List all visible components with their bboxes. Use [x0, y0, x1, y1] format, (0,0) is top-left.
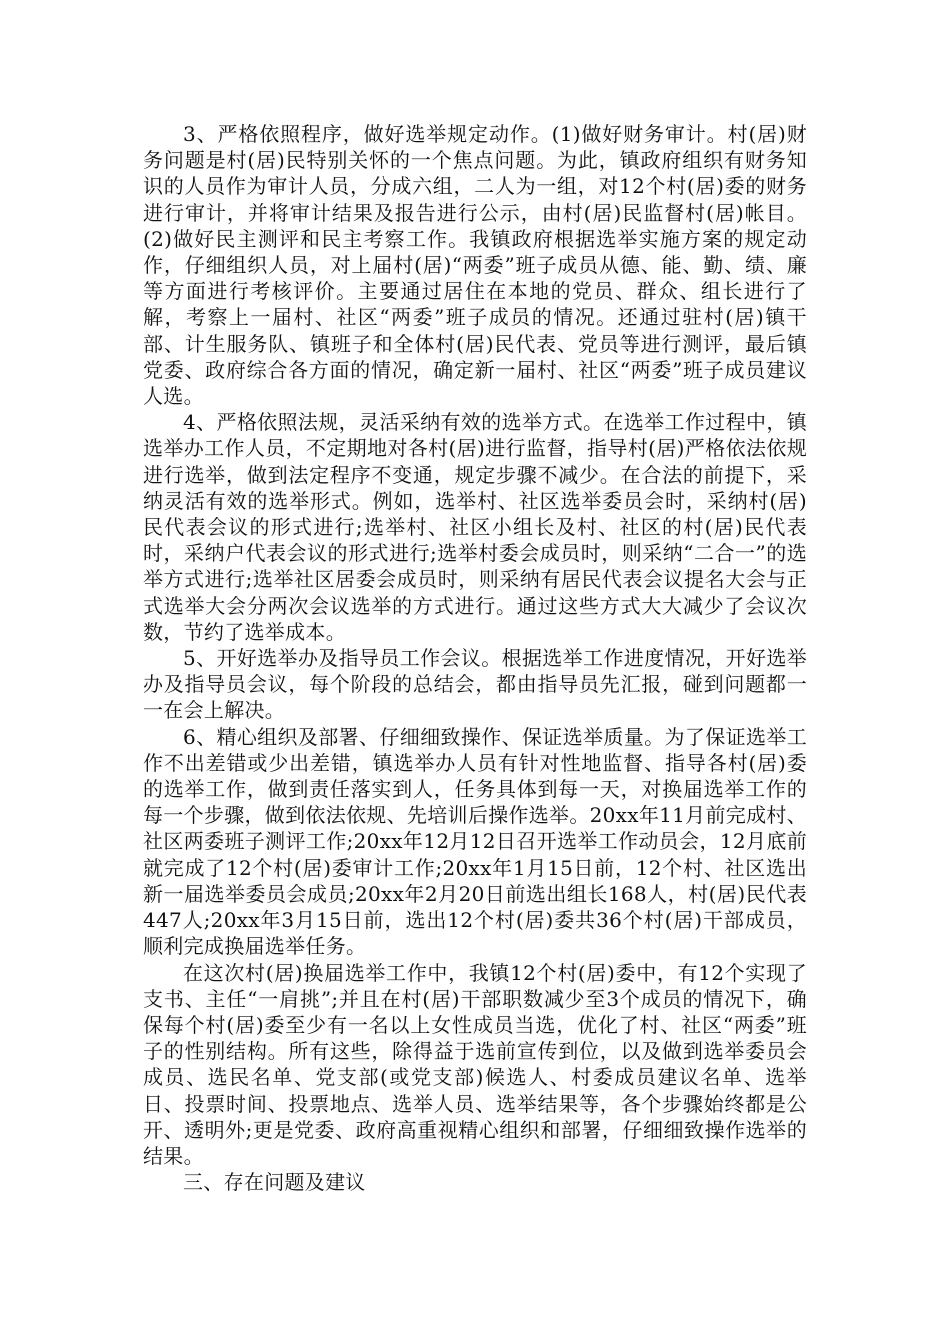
paragraph-meetings: 5、开好选举办及指导员工作会议。根据选举工作进度情况，开好选举办及指导员会议，每个阶段的总结会，都由指导员先汇报，碰到问题都一一在会上解决。 [143, 646, 807, 723]
paragraph-election-methods: 4、严格依照法规，灵活采纳有效的选举方式。在选举工作过程中，镇选举办工作人员，不定期地对各村(居)进行监督，指导村(居)严格依法依规进行选举，做到法定程序不变通，规定步骤不减少。在合法的前提下，采纳灵活有效的选举形式。例如，选举村、社区选举委员会时，采纳村(居)民代表会议的形式进行;选举村、社区小组长及村、社区的村(居)民代表时，采纳户代表会议的形式进行;选举村委会成员时，则采纳“二合一”的选举方式进行;选举社区居委会成员时，则采纳有居民代表会议提名大会与正式选举大会分两次会议选举的方式进行。通过这些方式大大减少了会议次数，节约了选举成本。 [143, 410, 807, 644]
paragraph-procedure: 3、严格依照程序，做好选举规定动作。(1)做好财务审计。村(居)财务问题是村(居)民特别关怀的一个焦点问题。为此，镇政府组织有财务知识的人员作为审计人员，分成六组，二人为一组，对12个村(居)委的财务进行审计，并将审计结果及报告进行公示，由村(居)民监督村(居)帐目。(2)做好民主测评和民主考察工作。我镇政府根据选举实施方案的规定动作，仔细组织人员，对上届村(居)“两委”班子成员从德、能、勤、绩、廉等方面进行考核评价。主要通过居住在本地的党员、群众、组长进行了解，考察上一届村、社区“两委”班子成员的情况。还通过驻村(居)镇干部、计生服务队、镇班子和全体村(居)民代表、党员等进行测评，最后镇党委、政府综合各方面的情况，确定新一届村、社区“两委”班子成员建议人选。 [143, 122, 807, 409]
paragraph-summary: 在这次村(居)换届选举工作中，我镇12个村(居)委中，有12个实现了支书、主任“一肩挑”;并且在村(居)干部职数减少至3个成员的情况下，确保每个村(居)委至少有一名以上女性成员当选，优化了村、社区“两委”班子的性别结构。所有这些，除得益于选前宣传到位，以及做到选举委员会成员、选民名单、党支部(或党支部)候选人、村委成员建议名单、选举日、投票时间、投票地点、选举人员、选举结果等，各个步骤始终都是公开、透明外;更是党委、政府高重视精心组织和部署，仔细细致操作选举的结果。 [143, 960, 807, 1168]
document-body [143, 121, 807, 1195]
section-heading-problems: 三、存在问题及建议 [183, 1170, 366, 1195]
paragraph-organization: 6、精心组织及部署、仔细细致操作、保证选举质量。为了保证选举工作不出差错或少出差错，镇选举办人员有针对性地监督、指导各村(居)委的选举工作，做到责任落实到人，任务具体到每一天，对换届选举工作的每一个步骤，做到依法依规、先培训后操作选举。20xx年11月前完成村、社区两委班子测评工作;20xx年12月12日召开选举工作动员会，12月底前就完成了12个村(居)委审计工作;20xx年1月15日前，12个村、社区选出新一届选举委员会成员;20xx年2月20日前选出组长168人，村(居)民代表447人;20xx年3月15日前，选出12个村(居)委共36个村(居)干部成员，顺利完成换届选举任务。 [143, 724, 807, 959]
